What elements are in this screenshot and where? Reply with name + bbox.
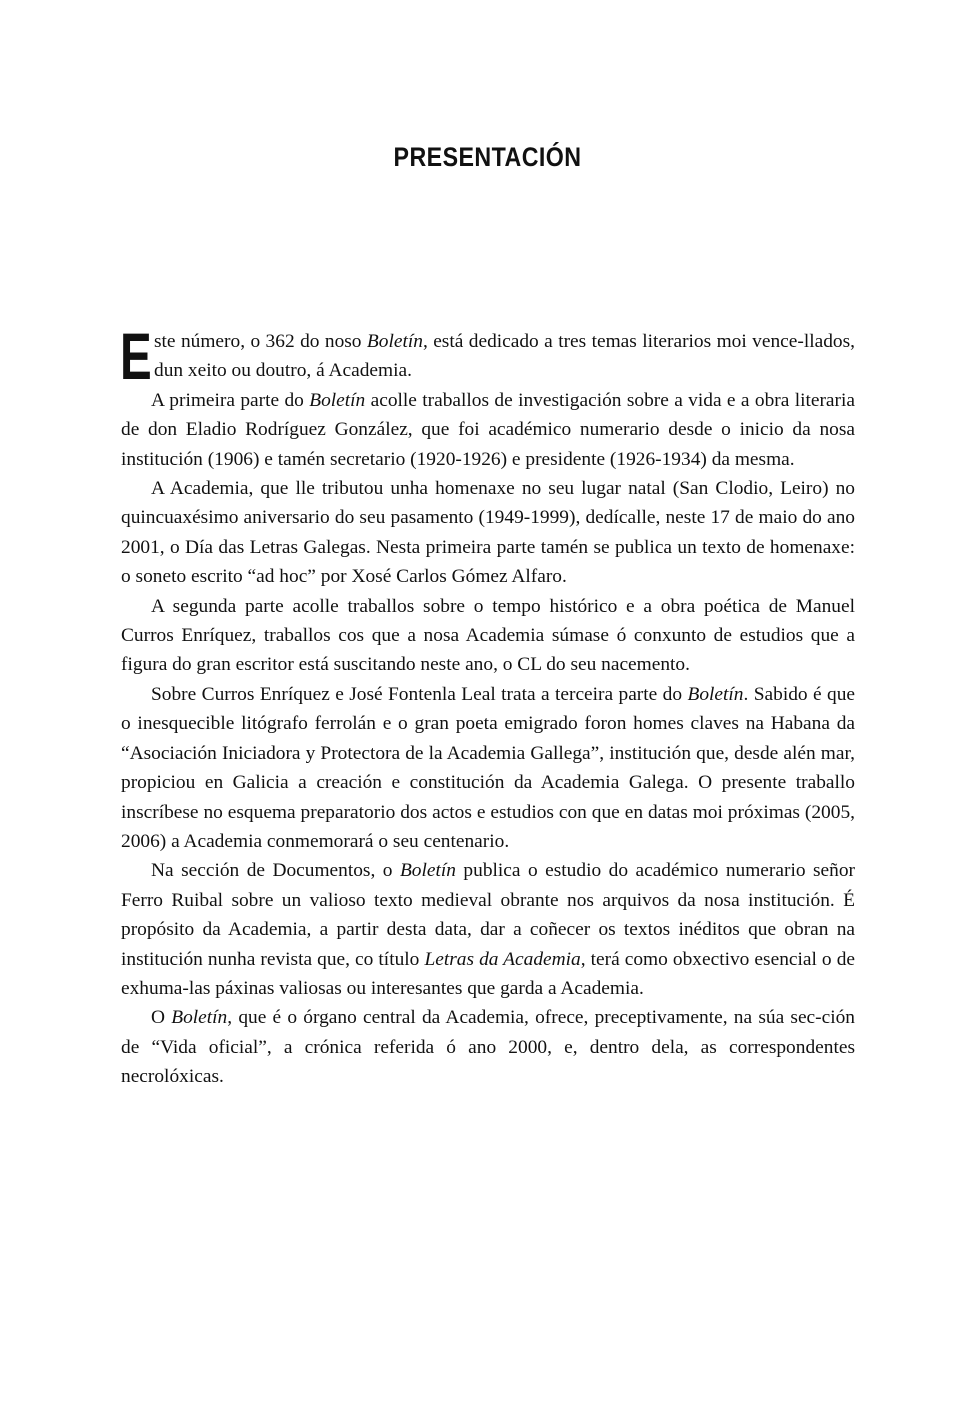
paragraph-7-text-b: , que é o órgano central da Academia, ofrece, preceptivamente, na súa sec-ción de “Vida oficial”, a crónica referida ó ano 2000, e, dentro dela, as correspondentes necrolóxicas. [121, 1007, 855, 1088]
paragraph-5-text-a: Sobre Curros Enríquez e José Fontenla Leal trata a terceira parte do [151, 683, 688, 705]
paragraph-2-emphasis: Boletín [309, 389, 366, 411]
paragraph-6-text-c: , terá como obxectivo esencial o de exhuma-las páxinas valiosas ou interesantes que garda a Academia. [121, 948, 855, 999]
paragraph-6 [121, 856, 855, 1003]
paragraph-5 [121, 680, 855, 856]
paragraph-2 [121, 386, 855, 474]
paragraph-1-text-a: ste número, o 362 do noso [154, 331, 367, 352]
presentation-body [120, 319, 856, 1092]
paragraph-3: A Academia, que lle tributou unha homenaxe no seu lugar natal (San Clodio, Leiro) no quincuaxésimo aniversario do seu pasamento (1949-1999), dedícalle, neste 17 de maio do ano 2001, o Día das Letras Galegas. Nesta primeira parte tamén se publica un texto de homenaxe: o soneto escrito “ad hoc” por Xosé Carlos Gómez Alfaro. [121, 478, 855, 588]
paragraph-2-text-a: A primeira parte do [151, 389, 310, 411]
paragraph-2-text-b: acolle traballos de investigación sobre a vida e a obra literaria de don Eladio Rodríguez González, que foi académico numerario desde o inicio da nosa institución (1906) e tamén secretario (1920-1926) e presidente (1926-1934) da mesma. [121, 389, 855, 470]
paragraph-4: A segunda parte acolle traballos sobre o tempo histórico e a obra poética de Manuel Curros Enríquez, traballos cos que a nosa Academia súmase ó conxunto de estudios que a figura do gran escritor está suscitando neste ano, o CL do seu nacemento. [121, 595, 855, 676]
paragraph-1-text-b: , está dedicado a tres temas literarios moi vence-llados, dun xeito ou doutro, á Academia. [154, 331, 855, 382]
paragraph-7-emphasis: Boletín [171, 1007, 228, 1029]
paragraph-6-text-b: publica o estudio do académico numerario señor Ferro Ruibal sobre un valioso texto medieval obrante nos arquivos da nosa institución. É propósito da Academia, a partir desta data, dar a coñecer os textos inéditos que obran na institución nunha revista que, co título [121, 860, 855, 970]
paragraph-7 [121, 1003, 855, 1091]
drop-cap: E [120, 319, 152, 393]
paragraph-5-emphasis: Boletín [687, 683, 744, 705]
paragraph-7-text-a: O [151, 1007, 172, 1029]
paragraph-1-emphasis: Boletín [366, 331, 423, 352]
page-title: PRESENTACIÓN [393, 142, 582, 172]
paragraph-6-text-a: Na sección de Documentos, o [151, 860, 400, 882]
paragraph-1 [120, 319, 855, 393]
paragraph-6-emphasis-2: Letras da Academia [424, 948, 581, 970]
paragraph-5-text-b: . Sabido é que o inesquecible litógrafo ferrolán e o gran poeta emigrado foron homes claves na Habana da “Asociación Iniciadora y Protectora de la Academia Gallega”, institución que, desde alén mar, propiciou en Galicia a creación e constitución da Academia Galega. O presente traballo inscríbese no esquema preparatorio dos actos e estudios con que en datas moi próximas (2005, 2006) a Academia conmemorará o seu centenario. [121, 683, 856, 852]
paragraph-6-emphasis-1: Boletín [399, 860, 456, 882]
